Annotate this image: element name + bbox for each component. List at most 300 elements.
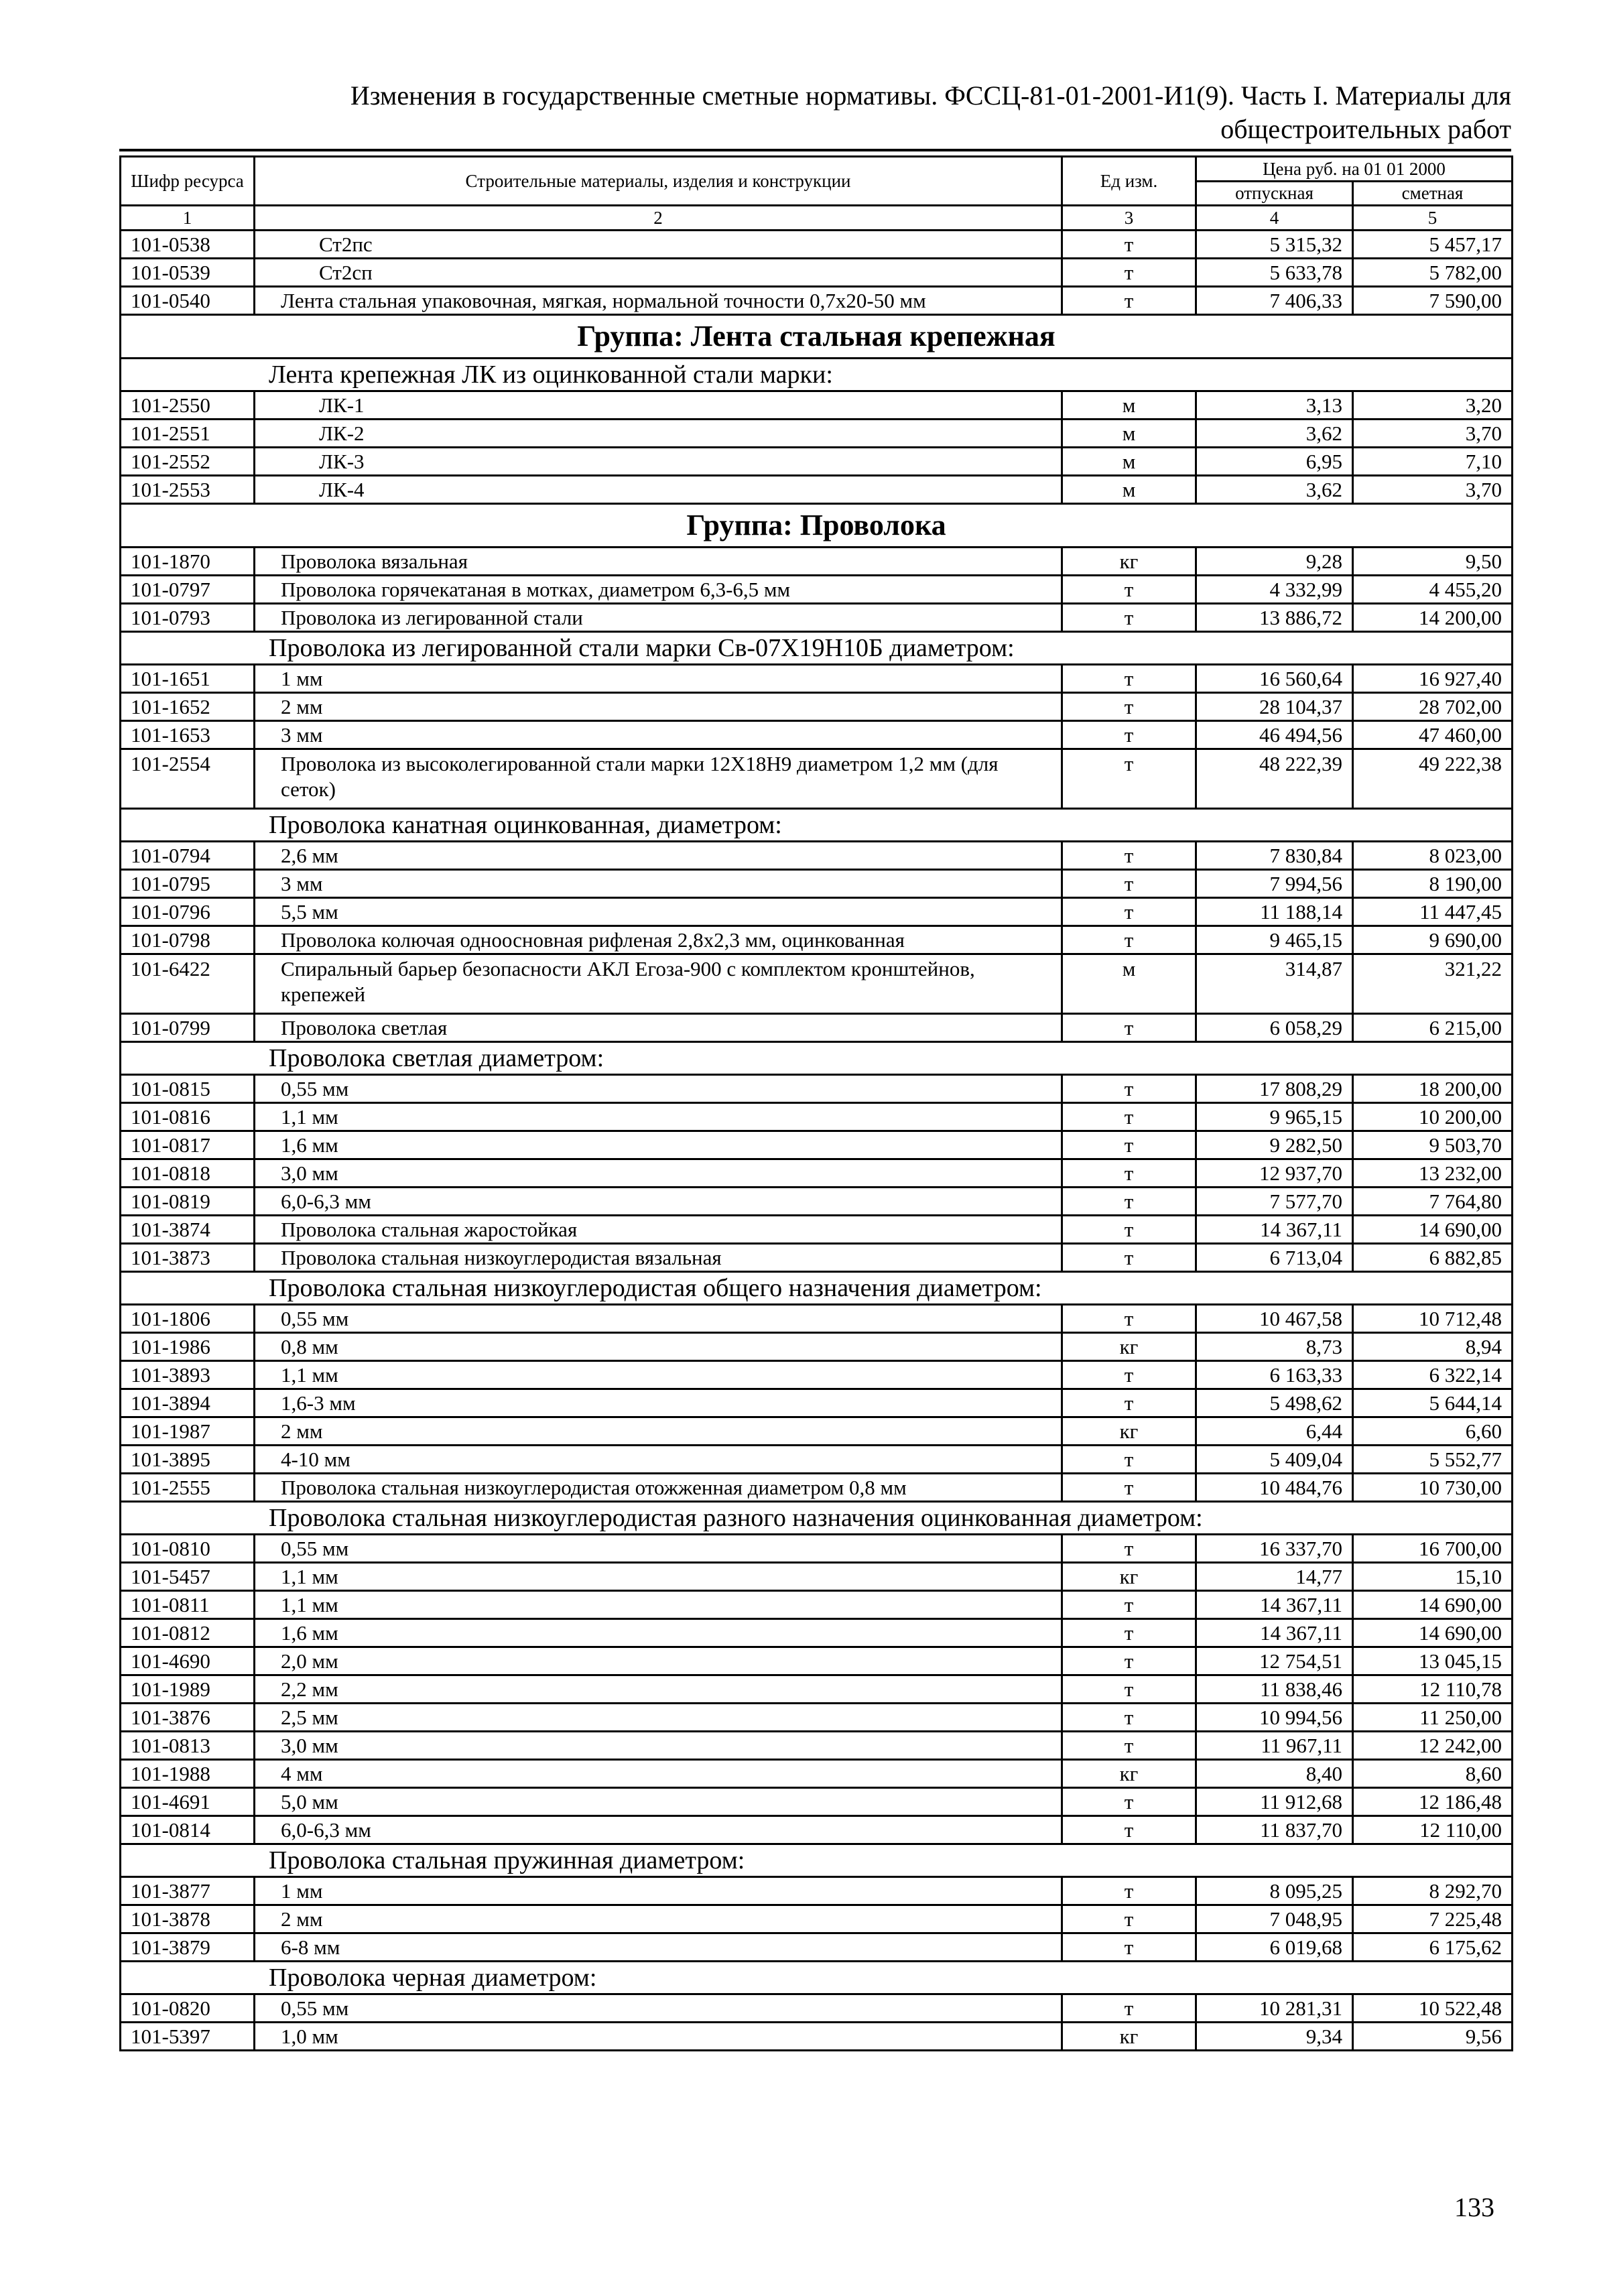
material-name: 0,55 мм	[255, 1075, 1062, 1103]
table-row	[121, 1704, 1513, 1732]
resource-code: 101-0795	[121, 870, 255, 898]
estimate-price: 8 023,00	[1353, 842, 1513, 870]
resource-code: 101-0797	[121, 576, 255, 604]
unit-of-measure: т	[1062, 1305, 1196, 1333]
estimate-price: 12 110,00	[1353, 1816, 1513, 1844]
material-name: 2,5 мм	[255, 1704, 1062, 1732]
resource-code: 101-3894	[121, 1389, 255, 1417]
estimate-price: 13 232,00	[1353, 1159, 1513, 1188]
estimate-price: 47 460,00	[1353, 721, 1513, 749]
unit-of-measure: кг	[1062, 548, 1196, 576]
material-name: 3 мм	[255, 721, 1062, 749]
table-row	[121, 1619, 1513, 1647]
resource-code: 101-3895	[121, 1446, 255, 1474]
table-row	[121, 391, 1513, 420]
resource-code: 101-0796	[121, 898, 255, 926]
estimate-price: 10 200,00	[1353, 1103, 1513, 1131]
estimate-price: 14 690,00	[1353, 1591, 1513, 1619]
release-price: 9 465,15	[1196, 926, 1353, 954]
estimate-price: 14 690,00	[1353, 1216, 1513, 1244]
table-row	[121, 1014, 1513, 1042]
resource-code: 101-0794	[121, 842, 255, 870]
release-price: 3,13	[1196, 391, 1353, 420]
material-name: 2,2 мм	[255, 1675, 1062, 1704]
unit-of-measure: кг	[1062, 1417, 1196, 1446]
table-body	[121, 231, 1513, 2051]
material-name: Проволока светлая	[255, 1014, 1062, 1042]
release-price: 6 058,29	[1196, 1014, 1353, 1042]
unit-of-measure: т	[1062, 1591, 1196, 1619]
unit-of-measure: м	[1062, 391, 1196, 420]
estimate-price: 11 447,45	[1353, 898, 1513, 926]
unit-of-measure: т	[1062, 259, 1196, 287]
release-price: 11 967,11	[1196, 1732, 1353, 1760]
subgroup-heading-row	[121, 1272, 1513, 1305]
resource-code: 101-3873	[121, 1244, 255, 1272]
subgroup-heading-row	[121, 359, 1513, 391]
material-name: 1,1 мм	[255, 1591, 1062, 1619]
resource-code: 101-3877	[121, 1877, 255, 1905]
resource-code: 101-0539	[121, 259, 255, 287]
resource-code: 101-1651	[121, 665, 255, 693]
release-price: 9,28	[1196, 548, 1353, 576]
header-rule	[119, 149, 1511, 151]
resource-code: 101-0799	[121, 1014, 255, 1042]
release-price: 12 754,51	[1196, 1647, 1353, 1675]
estimate-price: 5 782,00	[1353, 259, 1513, 287]
unit-of-measure: т	[1062, 898, 1196, 926]
material-name: 2,6 мм	[255, 842, 1062, 870]
release-price: 10 281,31	[1196, 1994, 1353, 2023]
subgroup-heading-row	[121, 632, 1513, 665]
resource-code: 101-0812	[121, 1619, 255, 1647]
unit-of-measure: т	[1062, 1647, 1196, 1675]
estimate-price: 6 215,00	[1353, 1014, 1513, 1042]
table-row	[121, 231, 1513, 259]
unit-of-measure: т	[1062, 1933, 1196, 1962]
header-unit: Ед изм.	[1062, 157, 1196, 206]
unit-of-measure: т	[1062, 1732, 1196, 1760]
release-price: 12 937,70	[1196, 1159, 1353, 1188]
resource-code: 101-0540	[121, 287, 255, 315]
resource-code: 101-4690	[121, 1647, 255, 1675]
table-row	[121, 1244, 1513, 1272]
unit-of-measure: т	[1062, 926, 1196, 954]
release-price: 6 713,04	[1196, 1244, 1353, 1272]
estimate-price: 5 552,77	[1353, 1446, 1513, 1474]
release-price: 7 048,95	[1196, 1905, 1353, 1933]
estimate-price: 6 322,14	[1353, 1361, 1513, 1389]
estimate-price: 13 045,15	[1353, 1647, 1513, 1675]
release-price: 11 912,68	[1196, 1788, 1353, 1816]
release-price: 11 837,70	[1196, 1816, 1353, 1844]
resource-code: 101-1986	[121, 1333, 255, 1361]
release-price: 16 337,70	[1196, 1535, 1353, 1563]
group-heading: Группа: Лента стальная крепежная	[121, 315, 1513, 359]
release-price: 9 282,50	[1196, 1131, 1353, 1159]
estimate-price: 6 175,62	[1353, 1933, 1513, 1962]
unit-of-measure: м	[1062, 420, 1196, 448]
header-release-price: отпускная	[1196, 181, 1353, 206]
unit-of-measure: т	[1062, 1704, 1196, 1732]
unit-of-measure: т	[1062, 1188, 1196, 1216]
material-name: ЛК-4	[255, 476, 1062, 504]
unit-of-measure: т	[1062, 1014, 1196, 1042]
estimate-price: 12 110,78	[1353, 1675, 1513, 1704]
unit-of-measure: кг	[1062, 1760, 1196, 1788]
resource-code: 101-0811	[121, 1591, 255, 1619]
unit-of-measure: т	[1062, 1103, 1196, 1131]
table-row	[121, 548, 1513, 576]
release-price: 14,77	[1196, 1563, 1353, 1591]
resource-code: 101-4691	[121, 1788, 255, 1816]
material-name: 1,1 мм	[255, 1361, 1062, 1389]
table-row	[121, 1905, 1513, 1933]
unit-of-measure: т	[1062, 665, 1196, 693]
table-row	[121, 1563, 1513, 1591]
release-price: 6,44	[1196, 1417, 1353, 1446]
release-price: 14 367,11	[1196, 1591, 1353, 1619]
material-name: Проволока вязальная	[255, 548, 1062, 576]
release-price: 7 577,70	[1196, 1188, 1353, 1216]
material-name: 4-10 мм	[255, 1446, 1062, 1474]
table-row	[121, 693, 1513, 721]
resource-code: 101-0813	[121, 1732, 255, 1760]
estimate-price: 14 690,00	[1353, 1619, 1513, 1647]
release-price: 11 838,46	[1196, 1675, 1353, 1704]
estimate-price: 9 503,70	[1353, 1131, 1513, 1159]
table-row	[121, 1103, 1513, 1131]
subgroup-heading: Проволока стальная низкоуглеродистая общего назначения диаметром:	[121, 1272, 1513, 1305]
estimate-price: 12 242,00	[1353, 1732, 1513, 1760]
unit-of-measure: т	[1062, 1535, 1196, 1563]
unit-of-measure: т	[1062, 1675, 1196, 1704]
estimate-price: 10 522,48	[1353, 1994, 1513, 2023]
unit-of-measure: м	[1062, 476, 1196, 504]
unit-of-measure: т	[1062, 576, 1196, 604]
material-name: Ст2сп	[255, 259, 1062, 287]
table-row	[121, 1159, 1513, 1188]
estimate-price: 8 190,00	[1353, 870, 1513, 898]
estimate-price: 7 764,80	[1353, 1188, 1513, 1216]
material-name: 5,0 мм	[255, 1788, 1062, 1816]
unit-of-measure: т	[1062, 1788, 1196, 1816]
material-name: 3,0 мм	[255, 1159, 1062, 1188]
release-price: 10 484,76	[1196, 1474, 1353, 1502]
resource-code: 101-0798	[121, 926, 255, 954]
table-row	[121, 870, 1513, 898]
release-price: 5 409,04	[1196, 1446, 1353, 1474]
material-name: 5,5 мм	[255, 898, 1062, 926]
release-price: 48 222,39	[1196, 749, 1353, 809]
table-row	[121, 1816, 1513, 1844]
material-name: Проволока горячекатаная в мотках, диаметром 6,3-6,5 мм	[255, 576, 1062, 604]
resource-code: 101-1652	[121, 693, 255, 721]
resource-code: 101-1987	[121, 1417, 255, 1446]
unit-of-measure: т	[1062, 870, 1196, 898]
subgroup-heading: Проволока из легированной стали марки Св-07Х19Н10Б диаметром:	[121, 632, 1513, 665]
release-price: 7 994,56	[1196, 870, 1353, 898]
table-row	[121, 1760, 1513, 1788]
table-row	[121, 1788, 1513, 1816]
table-row	[121, 576, 1513, 604]
release-price: 4 332,99	[1196, 576, 1353, 604]
material-name: ЛК-1	[255, 391, 1062, 420]
column-number: 1	[121, 206, 255, 231]
unit-of-measure: т	[1062, 1389, 1196, 1417]
resource-code: 101-1988	[121, 1760, 255, 1788]
resource-code: 101-1870	[121, 548, 255, 576]
group-heading-row	[121, 504, 1513, 548]
table-row	[121, 665, 1513, 693]
resource-code: 101-0538	[121, 231, 255, 259]
material-name: Ст2пс	[255, 231, 1062, 259]
resource-code: 101-3874	[121, 1216, 255, 1244]
release-price: 10 994,56	[1196, 1704, 1353, 1732]
resource-code: 101-0818	[121, 1159, 255, 1188]
subgroup-heading-row	[121, 1042, 1513, 1075]
unit-of-measure: т	[1062, 1361, 1196, 1389]
header-line-2: общестроительных работ	[1220, 114, 1511, 144]
resource-code: 101-0793	[121, 604, 255, 632]
release-price: 8,40	[1196, 1760, 1353, 1788]
estimate-price: 14 200,00	[1353, 604, 1513, 632]
material-name: Проволока стальная низкоуглеродистая вязальная	[255, 1244, 1062, 1272]
resource-code: 101-0815	[121, 1075, 255, 1103]
estimate-price: 5 457,17	[1353, 231, 1513, 259]
table-row	[121, 1075, 1513, 1103]
subgroup-heading: Лента крепежная ЛК из оцинкованной стали марки:	[121, 359, 1513, 391]
estimate-price: 18 200,00	[1353, 1075, 1513, 1103]
table-row	[121, 476, 1513, 504]
table-row	[121, 749, 1513, 809]
material-name: 0,55 мм	[255, 1305, 1062, 1333]
estimate-price: 7,10	[1353, 448, 1513, 476]
column-numbers-row	[121, 206, 1513, 231]
table-row	[121, 1933, 1513, 1962]
material-name: ЛК-2	[255, 420, 1062, 448]
release-price: 28 104,37	[1196, 693, 1353, 721]
header-name: Строительные материалы, изделия и конструкции	[255, 157, 1062, 206]
table-row	[121, 1446, 1513, 1474]
resource-code: 101-2554	[121, 749, 255, 809]
resource-code: 101-3876	[121, 1704, 255, 1732]
group-heading: Группа: Проволока	[121, 504, 1513, 548]
table-row	[121, 1675, 1513, 1704]
unit-of-measure: т	[1062, 1446, 1196, 1474]
resource-code: 101-5397	[121, 2023, 255, 2051]
resource-code: 101-6422	[121, 954, 255, 1014]
header-estimate-price: сметная	[1353, 181, 1513, 206]
resource-code: 101-1806	[121, 1305, 255, 1333]
header-code: Шифр ресурса	[121, 157, 255, 206]
estimate-price: 16 700,00	[1353, 1535, 1513, 1563]
table-row	[121, 1333, 1513, 1361]
release-price: 9 965,15	[1196, 1103, 1353, 1131]
subgroup-heading: Проволока стальная низкоуглеродистая разного назначения оцинкованная диаметром:	[121, 1502, 1513, 1535]
release-price: 5 498,62	[1196, 1389, 1353, 1417]
resource-code: 101-0816	[121, 1103, 255, 1131]
table-row	[121, 1216, 1513, 1244]
resource-code: 101-0810	[121, 1535, 255, 1563]
estimate-price: 7 225,48	[1353, 1905, 1513, 1933]
resource-code: 101-2550	[121, 391, 255, 420]
estimate-price: 5 644,14	[1353, 1389, 1513, 1417]
release-price: 9,34	[1196, 2023, 1353, 2051]
subgroup-heading-row	[121, 809, 1513, 842]
unit-of-measure: т	[1062, 1816, 1196, 1844]
estimate-price: 9 690,00	[1353, 926, 1513, 954]
material-name: 1,6 мм	[255, 1131, 1062, 1159]
resource-code: 101-2552	[121, 448, 255, 476]
resource-code: 101-0814	[121, 1816, 255, 1844]
material-name: 0,55 мм	[255, 1535, 1062, 1563]
unit-of-measure: т	[1062, 1994, 1196, 2023]
column-number: 2	[255, 206, 1062, 231]
subgroup-heading-row	[121, 1962, 1513, 1994]
estimate-price: 9,56	[1353, 2023, 1513, 2051]
material-name: Лента стальная упаковочная, мягкая, нормальной точности 0,7x20-50 мм	[255, 287, 1062, 315]
release-price: 13 886,72	[1196, 604, 1353, 632]
material-name: 0,55 мм	[255, 1994, 1062, 2023]
release-price: 6 019,68	[1196, 1933, 1353, 1962]
material-name: 6,0-6,3 мм	[255, 1188, 1062, 1216]
material-name: Проволока стальная жаростойкая	[255, 1216, 1062, 1244]
resource-code: 101-1653	[121, 721, 255, 749]
unit-of-measure: т	[1062, 287, 1196, 315]
estimate-price: 6,60	[1353, 1417, 1513, 1446]
table-row	[121, 1188, 1513, 1216]
unit-of-measure: кг	[1062, 1333, 1196, 1361]
estimate-price: 15,10	[1353, 1563, 1513, 1591]
subgroup-heading-row	[121, 1502, 1513, 1535]
release-price: 5 315,32	[1196, 231, 1353, 259]
table-row	[121, 420, 1513, 448]
unit-of-measure: т	[1062, 1619, 1196, 1647]
unit-of-measure: т	[1062, 1216, 1196, 1244]
unit-of-measure: т	[1062, 749, 1196, 809]
release-price: 16 560,64	[1196, 665, 1353, 693]
material-name: Проволока из легированной стали	[255, 604, 1062, 632]
resource-code: 101-0817	[121, 1131, 255, 1159]
material-name: Спиральный барьер безопасности АКЛ Егоза-900 с комплектом кронштейнов, крепежей	[255, 954, 1062, 1014]
table-row	[121, 259, 1513, 287]
column-number: 5	[1353, 206, 1513, 231]
release-price: 10 467,58	[1196, 1305, 1353, 1333]
estimate-price: 49 222,38	[1353, 749, 1513, 809]
table-row	[121, 2023, 1513, 2051]
table-row	[121, 1361, 1513, 1389]
material-name: ЛК-3	[255, 448, 1062, 476]
table-row	[121, 1647, 1513, 1675]
table-row	[121, 448, 1513, 476]
table-row	[121, 1535, 1513, 1563]
release-price: 6,95	[1196, 448, 1353, 476]
release-price: 46 494,56	[1196, 721, 1353, 749]
unit-of-measure: т	[1062, 693, 1196, 721]
release-price: 3,62	[1196, 476, 1353, 504]
subgroup-heading-row	[121, 1844, 1513, 1877]
estimate-price: 4 455,20	[1353, 576, 1513, 604]
subgroup-heading: Проволока стальная пружинная диаметром:	[121, 1844, 1513, 1877]
resource-code: 101-3879	[121, 1933, 255, 1962]
unit-of-measure: т	[1062, 1244, 1196, 1272]
unit-of-measure: т	[1062, 1905, 1196, 1933]
release-price: 14 367,11	[1196, 1216, 1353, 1244]
unit-of-measure: м	[1062, 448, 1196, 476]
estimate-price: 16 927,40	[1353, 665, 1513, 693]
material-name: 0,8 мм	[255, 1333, 1062, 1361]
unit-of-measure: т	[1062, 842, 1196, 870]
unit-of-measure: т	[1062, 1075, 1196, 1103]
table-row	[121, 1389, 1513, 1417]
estimate-price: 8 292,70	[1353, 1877, 1513, 1905]
release-price: 17 808,29	[1196, 1075, 1353, 1103]
unit-of-measure: т	[1062, 721, 1196, 749]
resource-code: 101-3878	[121, 1905, 255, 1933]
table-row	[121, 1131, 1513, 1159]
release-price: 8 095,25	[1196, 1877, 1353, 1905]
table-row	[121, 1732, 1513, 1760]
material-name: 1,1 мм	[255, 1103, 1062, 1131]
release-price: 14 367,11	[1196, 1619, 1353, 1647]
material-name: 2 мм	[255, 693, 1062, 721]
release-price: 3,62	[1196, 420, 1353, 448]
material-name: Проволока колючая одноосновная рифленая 2,8x2,3 мм, оцинкованная	[255, 926, 1062, 954]
resource-code: 101-2553	[121, 476, 255, 504]
table-row	[121, 1591, 1513, 1619]
estimate-price: 11 250,00	[1353, 1704, 1513, 1732]
estimate-price: 3,70	[1353, 420, 1513, 448]
material-name: 1 мм	[255, 1877, 1062, 1905]
table-row	[121, 287, 1513, 315]
material-name: Проволока из высоколегированной стали марки 12Х18Н9 диаметром 1,2 мм (для сеток)	[255, 749, 1062, 809]
unit-of-measure: м	[1062, 954, 1196, 1014]
release-price: 6 163,33	[1196, 1361, 1353, 1389]
table-row	[121, 1474, 1513, 1502]
release-price: 314,87	[1196, 954, 1353, 1014]
material-name: 1,1 мм	[255, 1563, 1062, 1591]
resource-code: 101-0820	[121, 1994, 255, 2023]
material-name: 1 мм	[255, 665, 1062, 693]
material-name: 4 мм	[255, 1760, 1062, 1788]
table-row	[121, 926, 1513, 954]
resource-code: 101-2551	[121, 420, 255, 448]
material-name: 1,6-3 мм	[255, 1389, 1062, 1417]
subgroup-heading: Проволока канатная оцинкованная, диаметром:	[121, 809, 1513, 842]
unit-of-measure: т	[1062, 1131, 1196, 1159]
unit-of-measure: т	[1062, 1159, 1196, 1188]
table-row	[121, 604, 1513, 632]
estimate-price: 9,50	[1353, 548, 1513, 576]
subgroup-heading: Проволока светлая диаметром:	[121, 1042, 1513, 1075]
estimate-price: 8,60	[1353, 1760, 1513, 1788]
material-name: Проволока стальная низкоуглеродистая отожженная диаметром 0,8 мм	[255, 1474, 1062, 1502]
estimate-price: 8,94	[1353, 1333, 1513, 1361]
unit-of-measure: кг	[1062, 1563, 1196, 1591]
unit-of-measure: т	[1062, 604, 1196, 632]
subgroup-heading: Проволока черная диаметром:	[121, 1962, 1513, 1994]
estimate-price: 10 730,00	[1353, 1474, 1513, 1502]
table-row	[121, 954, 1513, 1014]
table-row	[121, 1877, 1513, 1905]
estimate-price: 3,20	[1353, 391, 1513, 420]
material-name: 3 мм	[255, 870, 1062, 898]
table-row	[121, 1417, 1513, 1446]
estimate-price: 7 590,00	[1353, 287, 1513, 315]
unit-of-measure: кг	[1062, 2023, 1196, 2051]
material-name: 3,0 мм	[255, 1732, 1062, 1760]
